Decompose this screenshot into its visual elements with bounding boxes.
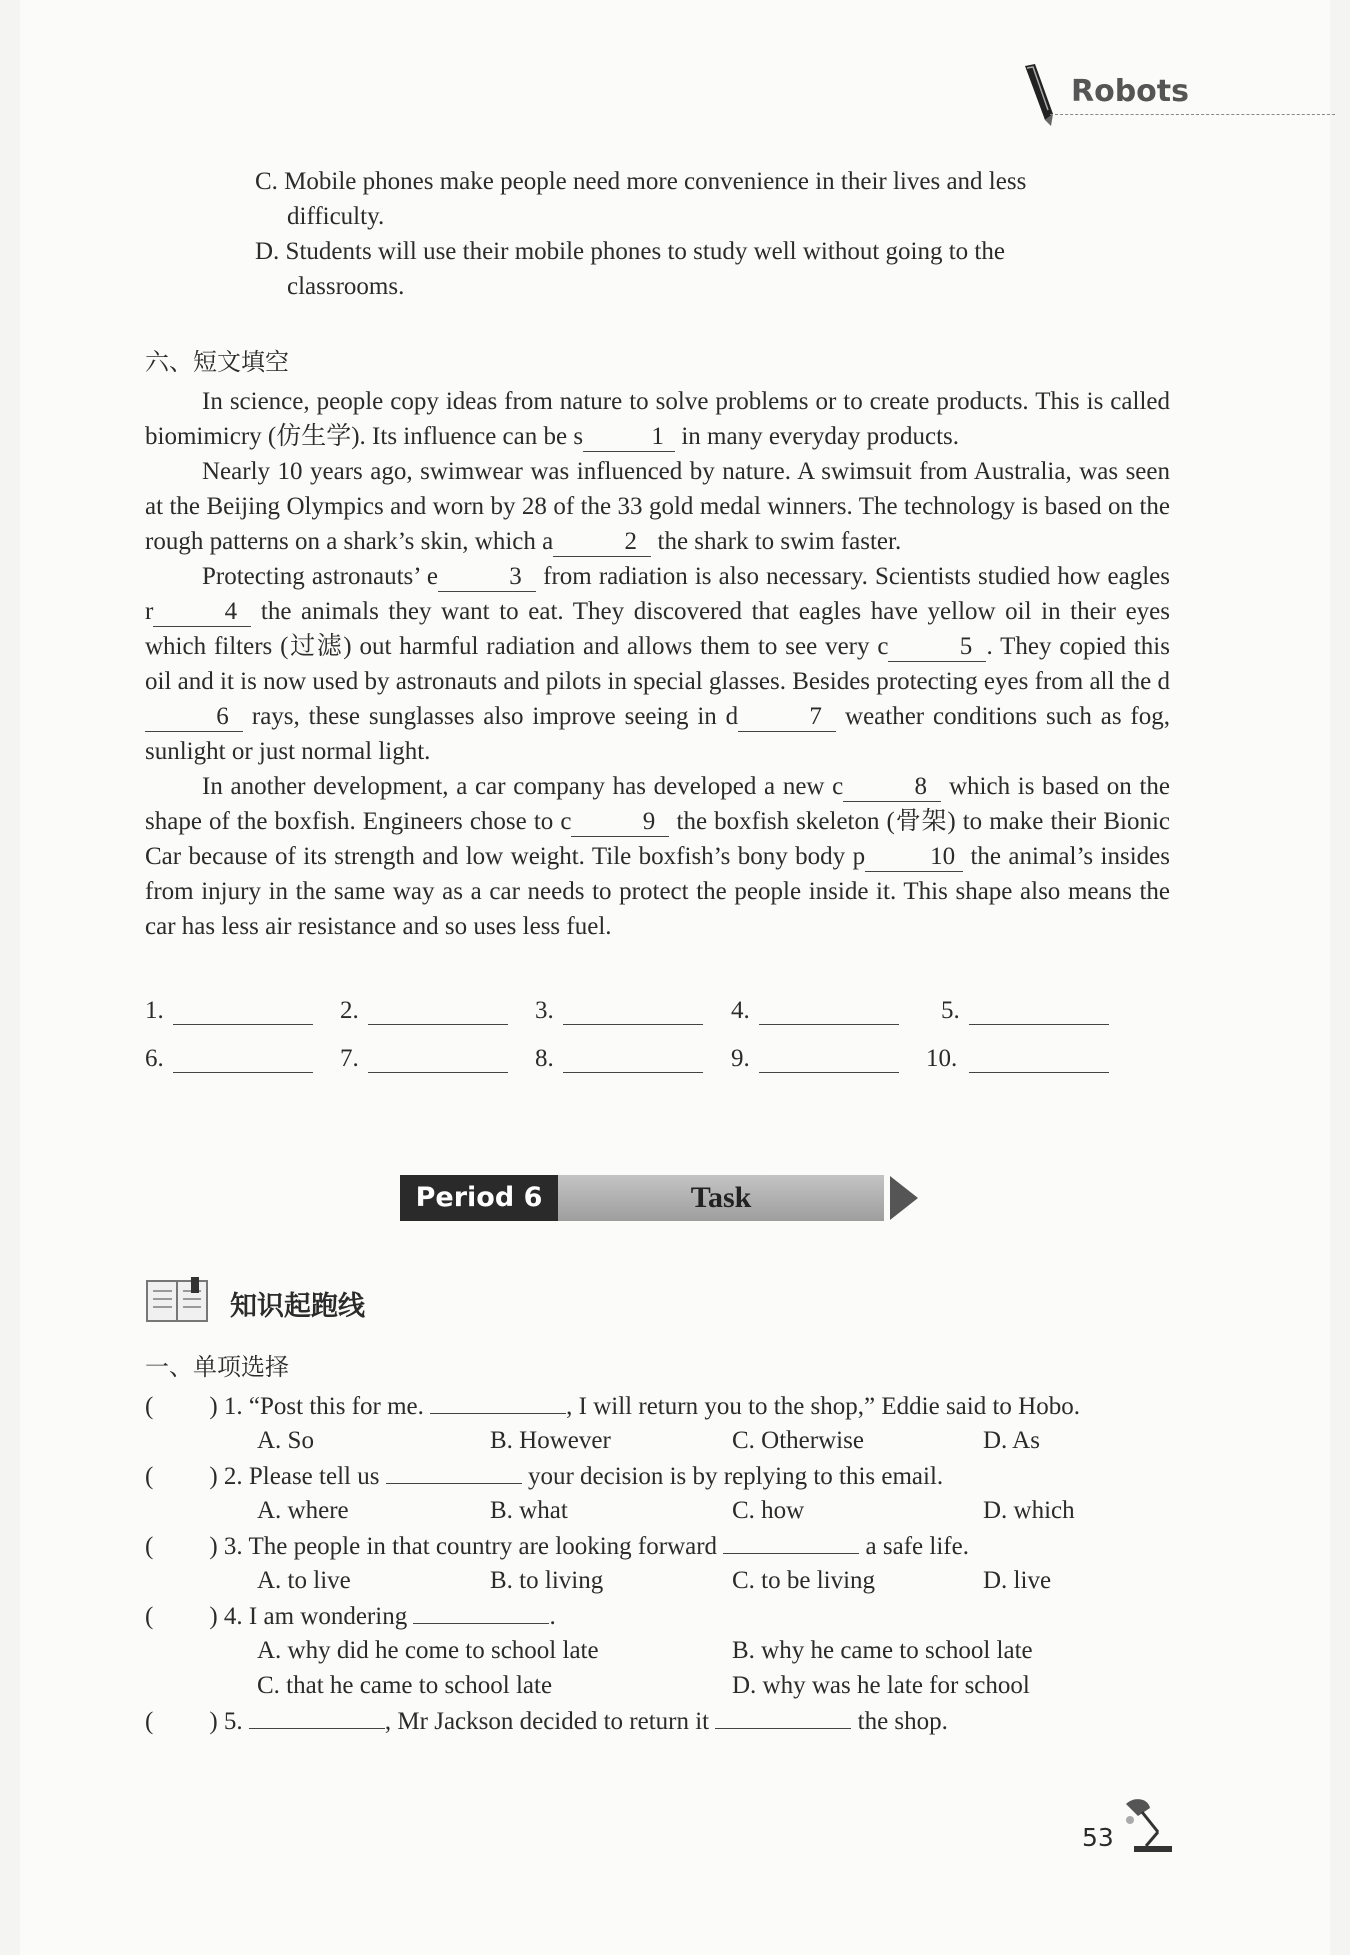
cloze-passage — [145, 384, 1170, 944]
answer-line-2[interactable] — [368, 994, 508, 1025]
question-5-paren[interactable]: ( — [145, 1708, 154, 1735]
answer-label-6: 6. — [145, 1045, 164, 1072]
pen-nib-icon — [1015, 62, 1059, 128]
page — [20, 0, 1330, 1955]
answer-label-10: 10. — [926, 1045, 958, 1072]
passage-paragraph-1: In science, people copy ideas from nature to solve problems or to create products. This is called biomimicry (仿生学). Its influence can be s 1 in many everyday products. — [145, 388, 1170, 450]
blank-7[interactable]: 7 — [738, 703, 836, 732]
option-c-line1: C. Mobile phones make people need more convenience in their lives and less — [255, 168, 1027, 195]
answer-label-7: 7. — [340, 1045, 359, 1072]
q1-option-c[interactable]: C. Otherwise — [732, 1427, 864, 1454]
page-number: 53 — [1082, 1823, 1114, 1852]
blank-4[interactable]: 4 — [153, 598, 251, 627]
answer-label-9: 9. — [731, 1045, 750, 1072]
blank-5[interactable]: 5 — [888, 633, 986, 662]
option-c-line2: difficulty. — [287, 203, 385, 230]
answer-line-9[interactable] — [759, 1042, 899, 1073]
q2-option-c[interactable]: C. how — [732, 1497, 805, 1524]
q3-option-d[interactable]: D. live — [983, 1567, 1052, 1594]
q3-option-b[interactable]: B. to living — [490, 1567, 604, 1594]
question-3-blank[interactable] — [723, 1553, 859, 1554]
question-5-blank-1[interactable] — [249, 1728, 385, 1729]
answer-line-1[interactable] — [173, 994, 313, 1025]
question-3-paren[interactable]: ( — [145, 1533, 154, 1560]
passage-paragraph-2: Nearly 10 years ago, swimwear was influenced by nature. A swimsuit from Australia, was seen at the Beijing Olympics and worn by 28 of the 33 gold medal winners. The technology is based on the rough patterns on a shark’s skin, which a 2 the shark to swim faster. — [145, 458, 1170, 555]
blank-1[interactable]: 1 — [583, 423, 675, 452]
answer-line-7[interactable] — [368, 1042, 508, 1073]
period-name: Task — [558, 1175, 884, 1221]
desk-lamp-icon — [1120, 1796, 1176, 1854]
question-1-paren[interactable]: ( — [145, 1393, 154, 1420]
answer-line-10[interactable] — [969, 1042, 1109, 1073]
question-5-blank-2[interactable] — [715, 1728, 851, 1729]
blank-10[interactable]: 10 — [865, 843, 963, 872]
passage-paragraph-4: In another development, a car company has developed a new c 8 which is based on the shape of the boxfish. Engineers chose to c 9 the boxfish skeleton (骨架) to make their Bionic Car because of its strength and low weight. Tile boxfish’s bony body p 10 the animal’s insides from injury in the same way as a car needs to protect the people inside it. This shape also means the car has less air resistance and so uses less fuel. — [145, 773, 1170, 940]
question-2-paren[interactable]: ( — [145, 1463, 154, 1490]
answer-line-3[interactable] — [563, 994, 703, 1025]
question-2: ( ) 2. Please tell us your decision is by replying to this email. — [145, 1463, 944, 1490]
question-2-blank[interactable] — [386, 1483, 522, 1484]
header-title: Robots — [1071, 74, 1189, 109]
section-title-cloze: 六、短文填空 — [145, 348, 289, 376]
question-5: ( ) 5. , Mr Jackson decided to return it the shop. — [145, 1708, 948, 1735]
question-3: ( ) 3. The people in that country are looking forward a safe life. — [145, 1533, 969, 1560]
header-divider — [1050, 114, 1335, 115]
q4-option-d[interactable]: D. why was he late for school — [732, 1672, 1030, 1699]
answer-line-4[interactable] — [759, 994, 899, 1025]
answer-label-1: 1. — [145, 997, 164, 1024]
q4-option-c[interactable]: C. that he came to school late — [257, 1672, 553, 1699]
q2-option-a[interactable]: A. where — [257, 1497, 349, 1524]
answer-line-8[interactable] — [563, 1042, 703, 1073]
question-1-blank[interactable] — [430, 1413, 566, 1414]
q4-option-b[interactable]: B. why he came to school late — [732, 1637, 1033, 1664]
option-d-line1: D. Students will use their mobile phones to study well without going to the — [255, 238, 1005, 265]
q1-option-b[interactable]: B. However — [490, 1427, 611, 1454]
question-1: ( ) 1. “Post this for me. , I will return you to the shop,” Eddie said to Hobo. — [145, 1393, 1080, 1420]
triangle-arrow-icon — [888, 1174, 920, 1222]
q1-option-d[interactable]: D. As — [983, 1427, 1040, 1454]
option-d-line2: classrooms. — [287, 273, 405, 300]
open-book-icon — [145, 1277, 211, 1325]
q2-option-d[interactable]: D. which — [983, 1497, 1075, 1524]
q2-option-b[interactable]: B. what — [490, 1497, 568, 1524]
q3-option-c[interactable]: C. to be living — [732, 1567, 876, 1594]
section-title-choice: 一、单项选择 — [145, 1353, 289, 1381]
blank-3[interactable]: 3 — [438, 563, 536, 592]
period-banner — [400, 1175, 884, 1221]
blank-9[interactable]: 9 — [571, 808, 669, 837]
blank-8[interactable]: 8 — [843, 773, 941, 802]
q4-option-a[interactable]: A. why did he come to school late — [257, 1637, 599, 1664]
answer-label-4: 4. — [731, 997, 750, 1024]
q3-option-a[interactable]: A. to live — [257, 1567, 351, 1594]
knowledge-title: 知识起跑线 — [230, 1291, 365, 1322]
answer-label-2: 2. — [340, 997, 359, 1024]
answer-label-8: 8. — [535, 1045, 554, 1072]
passage-paragraph-3: Protecting astronauts’ e 3 from radiation is also necessary. Scientists studied how eagles r 4 the animals they want to eat. They discovered that eagles have yellow oil in their eyes which filters (过滤) out harmful radiation and allows them to see very c 5 . They copied this oil and it is now used by astronauts and pilots in special glasses. Besides protecting eyes from all the d6 rays, these sunglasses also improve seeing in d 7 weather conditions such as fog, sunlight or just normal light. — [145, 563, 1171, 765]
question-4-blank[interactable] — [413, 1623, 549, 1624]
period-label: Period 6 — [400, 1175, 558, 1221]
question-4: ( ) 4. I am wondering . — [145, 1603, 556, 1630]
answer-label-3: 3. — [535, 997, 554, 1024]
blank-2[interactable]: 2 — [553, 528, 651, 557]
answer-line-5[interactable] — [969, 994, 1109, 1025]
blank-6[interactable]: 6 — [145, 703, 243, 732]
answer-label-5: 5. — [941, 997, 960, 1024]
answer-line-6[interactable] — [173, 1042, 313, 1073]
q1-option-a[interactable]: A. So — [257, 1427, 314, 1454]
question-4-paren[interactable]: ( — [145, 1603, 154, 1630]
